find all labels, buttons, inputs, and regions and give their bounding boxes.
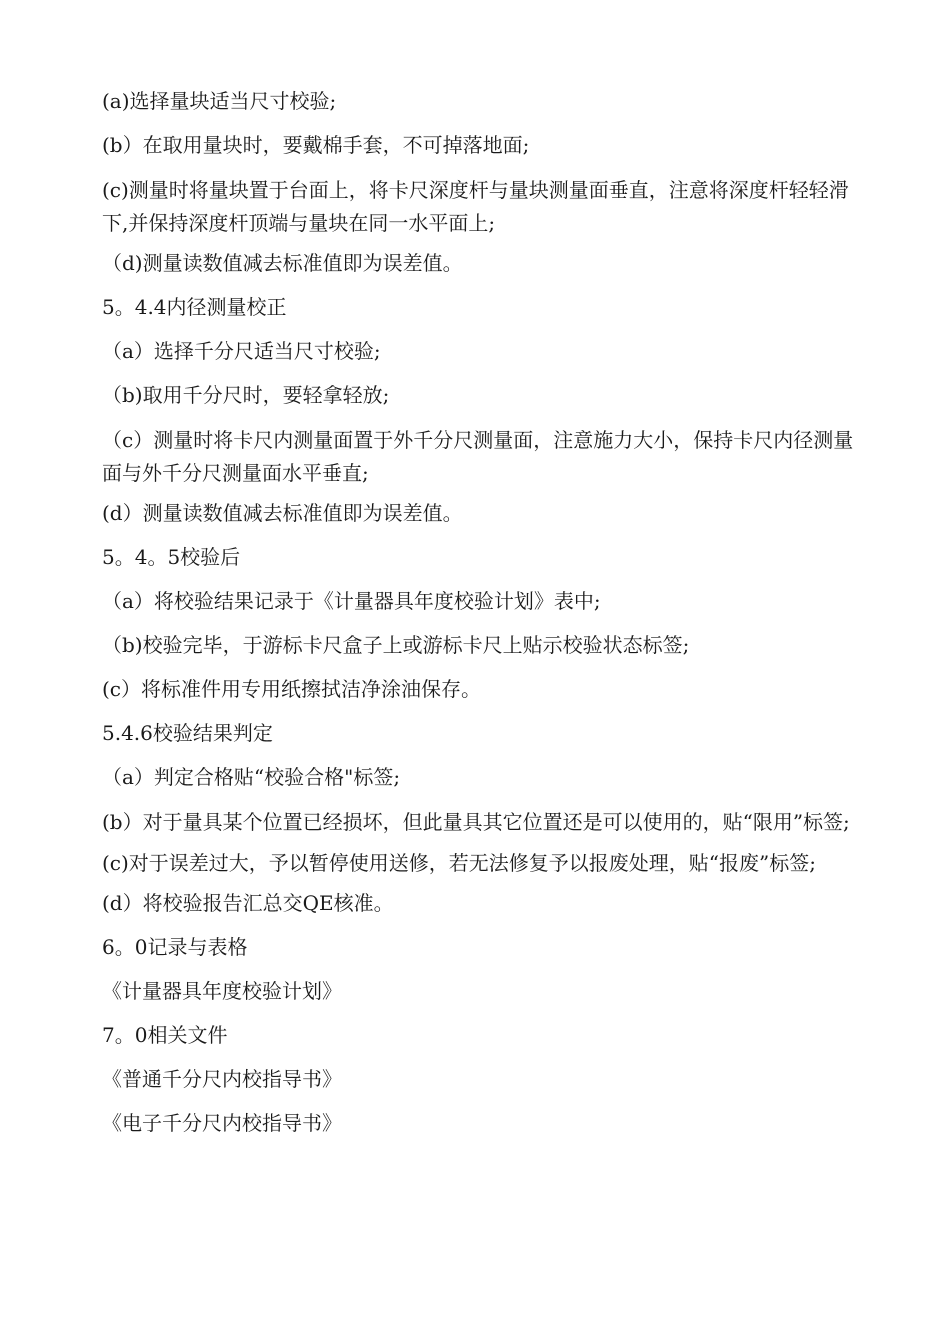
paragraph-c-measure-depth: (c)测量时将量块置于台面上，将卡尺深度杆与量块测量面垂直，注意将深度杆轻轻滑下,并保持深度杆顶端与量块在同一水平面上; bbox=[102, 178, 849, 235]
paragraph-a-pass-label: （a）判定合格贴“校验合格"标签; bbox=[102, 765, 401, 789]
paragraph-c-measure-inner: （c）测量时将卡尺内测量面置于外千分尺测量面，注意施力大小，保持卡尺内径测量面与外千分尺测量面水平垂直; bbox=[102, 428, 854, 485]
paragraph-b-limited-use-label: (b）对于量具某个位置已经损坏，但此量具其它位置还是可以使用的，贴“限用”标签; bbox=[102, 810, 850, 834]
paragraph-a-select-gauge-block: (a)选择量块适当尺寸校验; bbox=[102, 89, 337, 113]
section-heading-7-0: 7。0相关文件 bbox=[102, 1023, 228, 1047]
section-heading-5-4-6: 5.4.6校验结果判定 bbox=[102, 721, 273, 745]
paragraph-d-error-value: （d)测量读数值减去标准值即为误差值。 bbox=[102, 251, 463, 275]
paragraph-a-record-results: （a）将校验结果记录于《计量器具年度校验计划》表中; bbox=[102, 589, 601, 613]
section-heading-6-0: 6。0记录与表格 bbox=[102, 935, 248, 959]
paragraph-b-handle-micrometer: （b)取用千分尺时，要轻拿轻放; bbox=[102, 383, 390, 407]
paragraph-b-attach-label: （b)校验完毕，于游标卡尺盒子上或游标卡尺上贴示校验状态标签; bbox=[102, 633, 690, 657]
document-body bbox=[102, 86, 862, 1152]
paragraph-d-error-value-2: (d）测量读数值减去标准值即为误差值。 bbox=[102, 501, 463, 525]
related-document-2: 《电子千分尺内校指导书》 bbox=[102, 1111, 342, 1135]
related-document-1: 《普通千分尺内校指导书》 bbox=[102, 1067, 342, 1091]
paragraph-c-store-standard: (c）将标准件用专用纸擦拭洁净涂油保存。 bbox=[102, 677, 482, 701]
paragraph-c-scrap-label: (c)对于误差过大，予以暂停使用送修，若无法修复予以报废处理，贴“报废”标签; bbox=[102, 851, 816, 875]
paragraph-b-handle-gauge-block: (b）在取用量块时，要戴棉手套，不可掉落地面; bbox=[102, 133, 530, 157]
paragraph-d-qe-approval: (d）将校验报告汇总交QE核准。 bbox=[102, 891, 394, 915]
record-form-title: 《计量器具年度校验计划》 bbox=[102, 979, 342, 1003]
section-heading-5-4-4: 5。4.4内径测量校正 bbox=[102, 295, 287, 319]
paragraph-a-select-micrometer: （a）选择千分尺适当尺寸校验; bbox=[102, 339, 381, 363]
section-heading-5-4-5: 5。4。5校验后 bbox=[102, 545, 241, 569]
